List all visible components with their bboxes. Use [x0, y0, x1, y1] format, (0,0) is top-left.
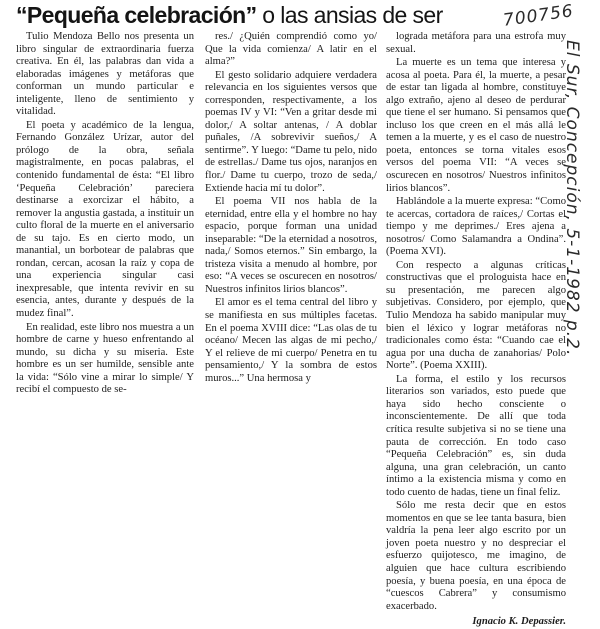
paragraph: lograda metáfora para una estrofa muy sexual. — [386, 31, 566, 55]
paragraph: Con respecto a algunas críticas constructivas que el prologuista hace en su presentación, me parecen algo subjetivas. Considero, por ejemplo, que Tulio Mendoza ha sabido manipular muy bien el léxico y lograr metáforas no tradicionales como ésta: “Cuando cae el agua por una ducha de zanahorias/ Polo Norte”. (Poema XXIII). — [386, 259, 566, 372]
headline — [16, 2, 443, 28]
paragraph: La forma, el estilo y los recursos literarios son variados, esto puede que haya sido hecho consciente o inconscientemente. De allí que toda crítica resulte subjetiva si no se tiene una pauta de corrección. En todo caso “Pequeña Celebración” es, sin duda alguna, una gran celebración, un canto íntimo a la existencia misma y como en todo cuento de hadas, tiene un final feliz. — [386, 373, 566, 498]
article-column-3 — [386, 31, 566, 629]
paragraph: El poeta y académico de la lengua, Fernando González Urízar, autor del prólogo de la obra, señala magistralmente, en pocas palabras, el contenido fundamental de ésta: “El libro ‘Pequeña Celebración’ pareciera destinarse a exorcizar el hábito, a remover la angustia gastada, a instituir un culto floral de la muerte en el aniversario de su tajo. Es en cierto modo, un manantial, un borbotear de palabras que rondan, cercan, acosan la raíz y copa de una experiencia singular casi inexpresable, que intenta revivir en su esencia, antes, durante y después de la mudez final”. — [16, 119, 194, 320]
paragraph: El poema VII nos habla de la eternidad, entre ella y el hombre no hay espacio, porque forman una unidad inseparable: “De la eternidad a nosotros, nada,/ Somos eternos.” Sin embargo, la tristeza visita a menudo al hombre, por eso: “A veces se oscurecen en nosotros/ Nuestros infinitos lirios blancos”. — [205, 196, 377, 295]
paragraph: La muerte es un tema que interesa y acosa al poeta. Para él, la muerte, a pesar de estar tan ligada al hombre, constituye algo extraño, ajeno al deseo de perdurar que tiene el ser humano. Si pensamos que incluso los que creen en el más allá le temen a la muerte, y es el caso de nuestro poeta, entonces se torna vitales esos versos del poema VII: “A veces se oscurecen en nosotros/ Nuestros infinitos lirios blancos”. — [386, 57, 566, 194]
paragraph: Sólo me resta decir que en estos momentos en que se lee tanta basura, bien valdría la pena leer algo escrito por un joven poeta nuestro y no despreciar el esfuerzo quijotesco, me imagino, de alguien que hace cultura escribiendo poesía, y buena poesía, en una época de “cuescos Cabrera” y consumismo exacerbado. — [386, 500, 566, 612]
paragraph: res./ ¿Quién comprendió como yo/ Que la vida comienza/ A latir en el alma?” — [205, 31, 377, 68]
article-column-1 — [16, 31, 194, 398]
handwritten-source-date: El Sur, Concepción, 5-1-1982 p.2. — [562, 40, 582, 357]
handwritten-clip-number: 700756 — [501, 1, 575, 31]
author-signature: Ignacio K. Depassier. — [472, 616, 566, 628]
paragraph: El amor es el tema central del libro y se manifiesta en sus múltiples facetas. En el poema XVIII dice: “Las olas de tu océano/ Mecen las algas de mi pecho,/ Y el relieve de mi cuerpo/ Penetra en tu pensamiento,/ Y la sombra de estos muros...” Una hermosa y — [205, 297, 377, 384]
headline-title: “Pequeña celebración” — [16, 2, 257, 28]
paragraph: Tulio Mendoza Bello nos presenta un libro singular de extraordinaria fuerza creativa. En él, las palabras dan vida a elaboradas imágenes y metáforas que conforman un mundo particular e inteligente, lleno de sentimiento y vitalidad. — [16, 31, 194, 118]
article-column-2 — [205, 31, 377, 386]
paragraph: En realidad, este libro nos muestra a un hombre de carne y hueso enfrentando al mundo, su dicha y su miseria. Este hombre es un ser humilde, sensible ante la vida: “Sólo vine a mirar lo simple/ Y recibí el compuesto de se- — [16, 321, 194, 396]
paragraph: Hablándole a la muerte expresa: “Como te acercas, cortadora de raíces,/ Cortas el tiempo y me deprimes./ Eres ajena a nosotros/ Como Salamandra a Ondina”. (Poema XVI). — [386, 196, 566, 258]
paragraph: El gesto solidario adquiere verdadera relevancia en los siguientes versos que corresponden, respectivamente, a los poemas IV y VI: “Ven a gritar desde mi dolor,/ A soltar antenas, / A doblar puñales, /A sobrevivir sueños,/ A sentirme”. Y luego: “Dame tu pelo, nido de estrellas./ Dame tus ojos, naranjos en flor./ Dame tu cuerpo, trozo de seda,/ Extiende hacia mí tu dolor”. — [205, 69, 377, 194]
headline-subtitle: o las ansias de ser — [256, 2, 443, 28]
